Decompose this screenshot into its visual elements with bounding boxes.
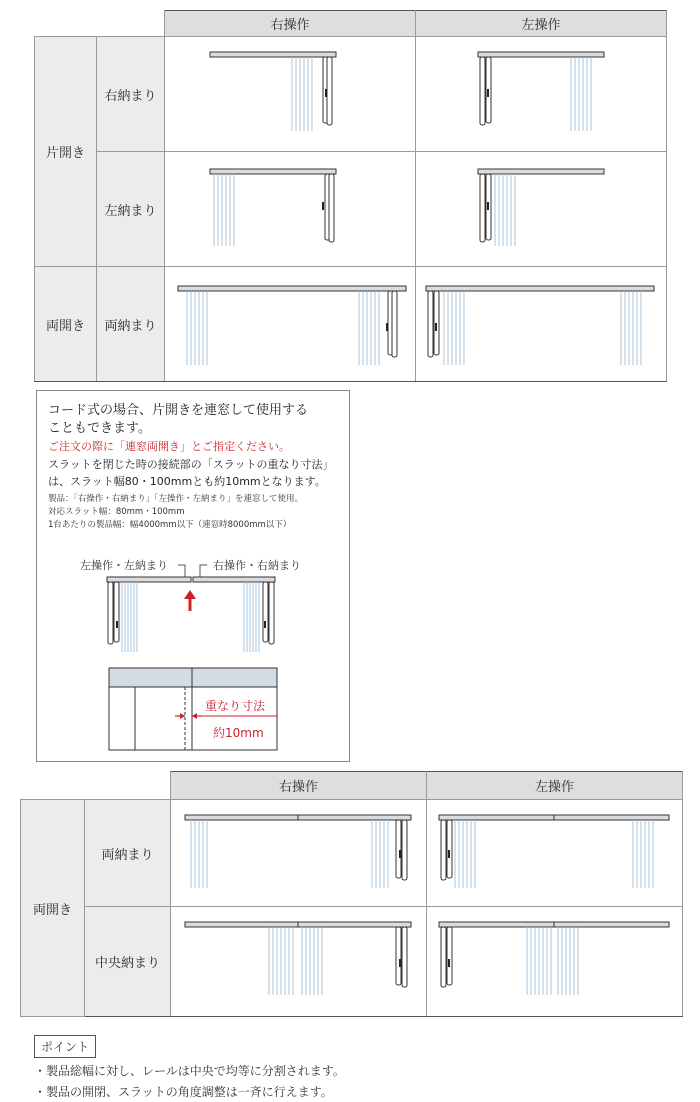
connected-window-note <box>36 390 350 762</box>
overlap-value: 約10mm <box>213 726 264 740</box>
diagram-right-op-right-stack <box>165 37 416 152</box>
opening-type-table <box>34 10 667 382</box>
group-single-opening: 片開き <box>35 37 97 267</box>
blind-diagram <box>416 37 667 152</box>
diagram-right-op-left-stack <box>165 152 416 267</box>
arrow-up-icon <box>184 590 196 611</box>
corner-blank <box>35 11 165 37</box>
note-intro-line: こともできます。 <box>48 421 151 436</box>
diagram-split-right-op-center <box>171 907 427 1017</box>
blind-diagram <box>171 800 427 907</box>
label-left-op-left-stack: 左操作・左納まり <box>80 559 168 572</box>
overlap-label: 重なり寸法 <box>205 699 266 713</box>
row-center-stack: 中央納まり <box>85 907 171 1017</box>
blind-diagram <box>171 907 427 1017</box>
diagram-left-op-left-stack <box>416 152 667 267</box>
diagram-double-right-op <box>165 267 416 382</box>
blind-diagram <box>427 800 683 907</box>
blind-diagram <box>416 267 667 382</box>
diagram-left-op-right-stack <box>416 37 667 152</box>
split-rail-table <box>20 771 683 1017</box>
point-line: ・製品総幅に対し、レールは中央で均等に分割されます。 <box>34 1064 345 1078</box>
note-warning: ご注文の際に「連窓両開き」とご指定ください。 <box>48 440 290 453</box>
point-label: ポイント <box>34 1035 96 1058</box>
row-right-stack: 右納まり <box>97 37 165 152</box>
point-line: ・製品の開閉、スラットの角度調整は一斉に行えます。 <box>34 1085 333 1099</box>
diagram-split-left-op-both <box>427 800 683 907</box>
blind-diagram <box>416 152 667 267</box>
note-spec-line: 対応スラット幅：80mm・100mm <box>48 507 185 517</box>
corner-blank <box>21 772 171 800</box>
label-right-op-right-stack: 右操作・右納まり <box>213 559 301 572</box>
header-left-operation: 左操作 <box>416 11 667 37</box>
group-double-opening: 両開き <box>21 800 85 1017</box>
diagram-double-left-op <box>416 267 667 382</box>
blind-diagram <box>165 37 416 152</box>
header-right-operation: 右操作 <box>165 11 416 37</box>
note-body-line: は、スラット幅80・100mmとも約10mmとなります。 <box>48 475 326 488</box>
note-spec-line: 1台あたりの製品幅：幅4000mm以下（連窓時8000mm以下） <box>48 520 292 530</box>
header-right-operation: 右操作 <box>171 772 427 800</box>
note-body-line: スラットを閉じた時の接続部の「スラットの重なり寸法」 <box>48 458 334 471</box>
blind-diagram <box>165 152 416 267</box>
diagram-split-right-op-both <box>171 800 427 907</box>
row-both-stack: 両納まり <box>85 800 171 907</box>
connected-window-diagram <box>37 391 351 763</box>
note-intro-line: コード式の場合、片開きを連窓して使用する <box>48 403 309 418</box>
group-double-opening: 両開き <box>35 267 97 382</box>
blind-diagram <box>427 907 683 1017</box>
header-left-operation: 左操作 <box>427 772 683 800</box>
diagram-split-left-op-center <box>427 907 683 1017</box>
blind-diagram <box>165 267 416 382</box>
row-both-stack: 両納まり <box>97 267 165 382</box>
row-left-stack: 左納まり <box>97 152 165 267</box>
note-spec-line: 製品：「右操作・右納まり」「左操作・左納まり」を連窓して使用。 <box>48 494 304 504</box>
